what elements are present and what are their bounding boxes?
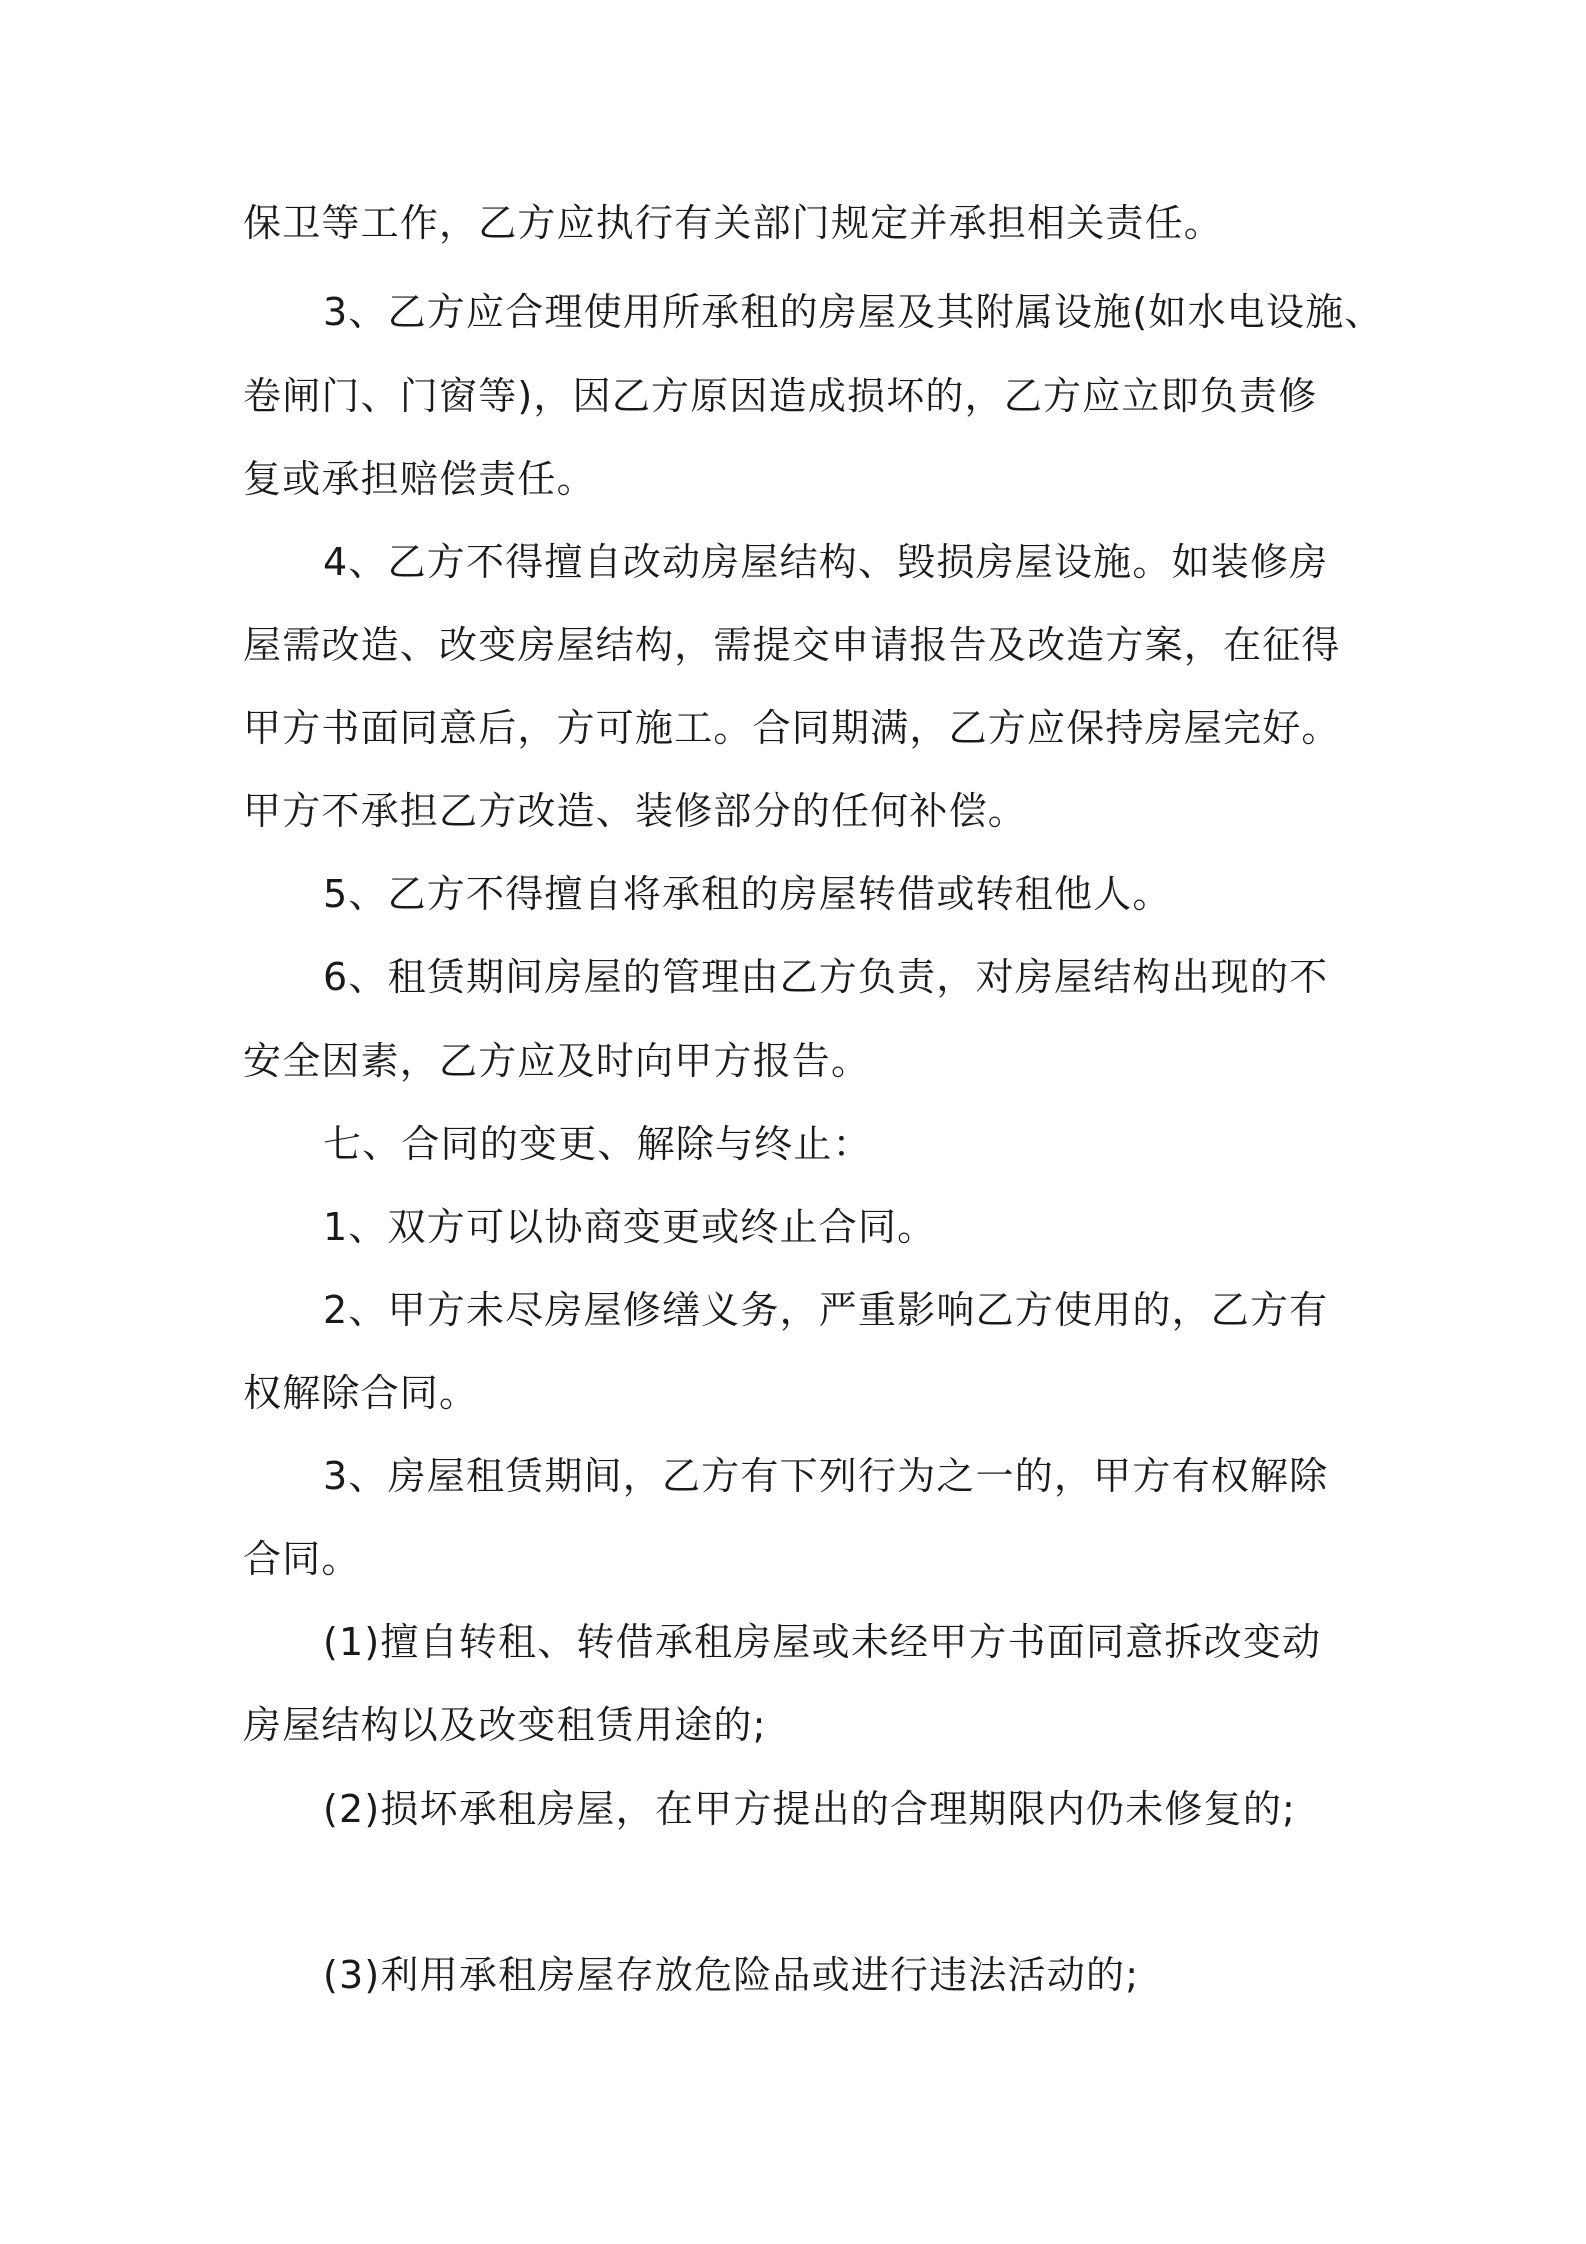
text-line-16: 3、房屋租赁期间，乙方有下列行为之一的，甲方有权解除 [323,1454,1329,1498]
text-line-20: (2)损坏承租房屋，在甲方提出的合理期限内仍未修复的; [323,1787,1297,1831]
text-line-7: 甲方书面同意后，方可施工。合同期满，乙方应保持房屋完好。 [243,706,1341,750]
text-line-10: 6、租赁期间房屋的管理由乙方负责，对房屋结构出现的不 [323,955,1329,999]
section-heading: 七、合同的变更、解除与终止： [323,1122,872,1166]
text-line-21: (3)利用承租房屋存放危险品或进行违法活动的; [323,1953,1140,1997]
text-line-17: 合同。 [243,1537,361,1581]
text-line-18: (1)擅自转租、转借承租房屋或未经甲方书面同意拆改变动 [323,1620,1322,1664]
text-line-6: 屋需改造、改变房屋结构，需提交申请报告及改造方案，在征得 [243,623,1341,667]
text-line-13: 1、双方可以协商变更或终止合同。 [323,1205,937,1249]
text-line-19: 房屋结构以及改变租赁用途的; [243,1703,767,1747]
text-line-2: 3、乙方应合理使用所承租的房屋及其附属设施(如水电设施、 [323,290,1384,334]
text-line-1: 保卫等工作，乙方应执行有关部门规定并承担相关责任。 [243,201,1224,245]
text-line-3: 卷闸门、门窗等)，因乙方原因造成损坏的，乙方应立即负责修 [243,374,1318,418]
text-line-11: 安全因素，乙方应及时向甲方报告。 [243,1039,871,1083]
text-line-15: 权解除合同。 [243,1371,479,1415]
text-line-14: 2、甲方未尽房屋修缮义务，严重影响乙方使用的，乙方有 [323,1288,1329,1332]
text-line-5: 4、乙方不得擅自改动房屋结构、毁损房屋设施。如装修房 [323,540,1329,584]
text-line-8: 甲方不承担乙方改造、装修部分的任何补偿。 [243,789,1028,833]
text-line-9: 5、乙方不得擅自将承租的房屋转借或转租他人。 [323,872,1172,916]
text-line-4: 复或承担赔偿责任。 [243,457,596,501]
